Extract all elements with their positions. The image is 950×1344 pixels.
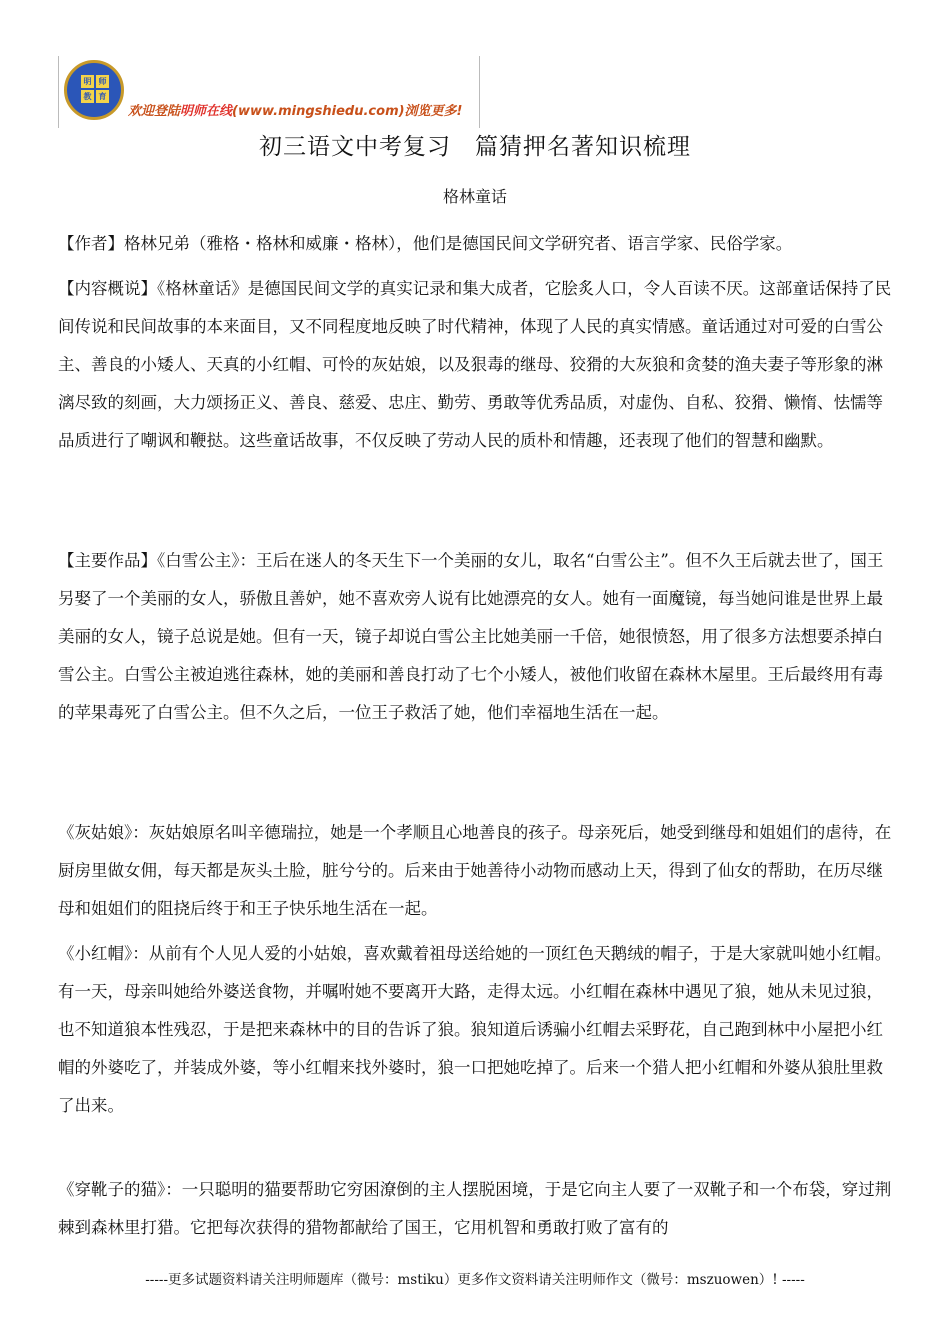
welcome-suffix: (www.mingshiedu.com)浏览更多! bbox=[232, 104, 463, 119]
welcome-prefix: 欢迎登陆 bbox=[128, 104, 181, 119]
works-paragraph: 【主要作品】《白雪公主》：王后在迷人的冬天生下一个美丽的女儿，取名“白雪公主”。但不久王后就去世了，国王另娶了一个美丽的女人，骄傲且善妒，她不喜欢旁人说有比她漂亮的女人。她有一面魔镜，每当她问谁是世界上最美丽的女人，镜子总说是她。但有一天，镜子却说白雪公主比她美丽一千倍，她很愤怒，用了很多方法想要杀掉白雪公主。白雪公主被迫逃往森林，她的美丽和善良打动了七个小矮人，被他们收留在森林木屋里。王后最终用有毒的苹果毒死了白雪公主。但不久之后，一位王子救活了她，他们幸福地生活在一起。 bbox=[58, 551, 884, 722]
header-divider-right bbox=[479, 56, 480, 128]
section-subtitle: 格林童话 bbox=[442, 187, 507, 206]
logo-char: 师 bbox=[96, 75, 109, 88]
little-red-riding-hood-paragraph: 《小红帽》：从前有个人见人爱的小姑娘，喜欢戴着祖母送给她的一顶红色天鹅绒的帽子，于是大家就叫她小红帽。有一天，母亲叫她给外婆送食物，并嘱咐她不要离开大路，走得太远。小红帽在森林中遇见了狼，她从未见过狼，也不知道狼本性残忍，于是把来森林中的目的告诉了狼。狼知道后诱骗小红帽去采野花，自己跑到林中小屋把小红帽的外婆吃了，并装成外婆，等小红帽来找外婆时，狼一口把她吃掉了。后来一个猎人把小红帽和外婆从狼肚里救了出来。 bbox=[58, 944, 892, 1115]
puss-in-boots-paragraph: 《穿靴子的猫》：一只聪明的猫要帮助它穷困潦倒的主人摆脱困境，于是它向主人要了一双靴子和一个布袋，穿过荆棘到森林里打猎。它把每次获得的猎物都献给了国王，它用机智和勇敢打败了富有的 bbox=[58, 1180, 892, 1237]
mingshi-logo bbox=[64, 60, 124, 120]
author-paragraph: 【作者】格林兄弟（雅格・格林和威廉・格林），他们是德国民间文学研究者、语言学家、民俗学家。 bbox=[58, 234, 793, 253]
brand-name: 明师在线 bbox=[180, 104, 233, 119]
logo-char: 育 bbox=[96, 90, 109, 103]
logo-char: 教 bbox=[81, 90, 94, 103]
logo-emblem bbox=[81, 75, 109, 103]
site-header bbox=[58, 56, 480, 128]
welcome-banner[interactable] bbox=[128, 100, 463, 119]
cinderella-paragraph: 《灰姑娘》：灰姑娘原名叫辛德瑞拉，她是一个孝顺且心地善良的孩子。母亲死后，她受到继母和姐姐们的虐待，在厨房里做女佣，每天都是灰头土脸，脏兮兮的。后来由于她善待小动物而感动上天，得到了仙女的帮助，在历尽继母和姐姐们的阻挠后终于和王子快乐地生活在一起。 bbox=[58, 823, 892, 918]
header-divider bbox=[58, 56, 59, 128]
logo-char: 明 bbox=[81, 75, 94, 88]
document-title: 初三语文中考复习 篇猜押名著知识梳理 bbox=[259, 134, 691, 160]
page-footer: -----更多试题资料请关注明师题库（微号：mstiku）更多作文资料请关注明师作文（微号：mszuowen）! ----- bbox=[145, 1272, 805, 1288]
summary-paragraph: 【内容概说】《格林童话》是德国民间文学的真实记录和集大成者，它脍炙人口，令人百读不厌。这部童话保持了民间传说和民间故事的本来面目，又不同程度地反映了时代精神，体现了人民的真实情感。童话通过对可爱的白雪公主、善良的小矮人、天真的小红帽、可怜的灰姑娘，以及狠毒的继母、狡猾的大灰狼和贪婪的渔夫妻子等形象的淋漓尽致的刻画，大力颂扬正义、善良、慈爱、忠庄、勤劳、勇敢等优秀品质，对虚伪、自私、狡猾、懒惰、怯懦等品质进行了嘲讽和鞭挞。这些童话故事，不仅反映了劳动人民的质朴和情趣，还表现了他们的智慧和幽默。 bbox=[58, 279, 892, 450]
